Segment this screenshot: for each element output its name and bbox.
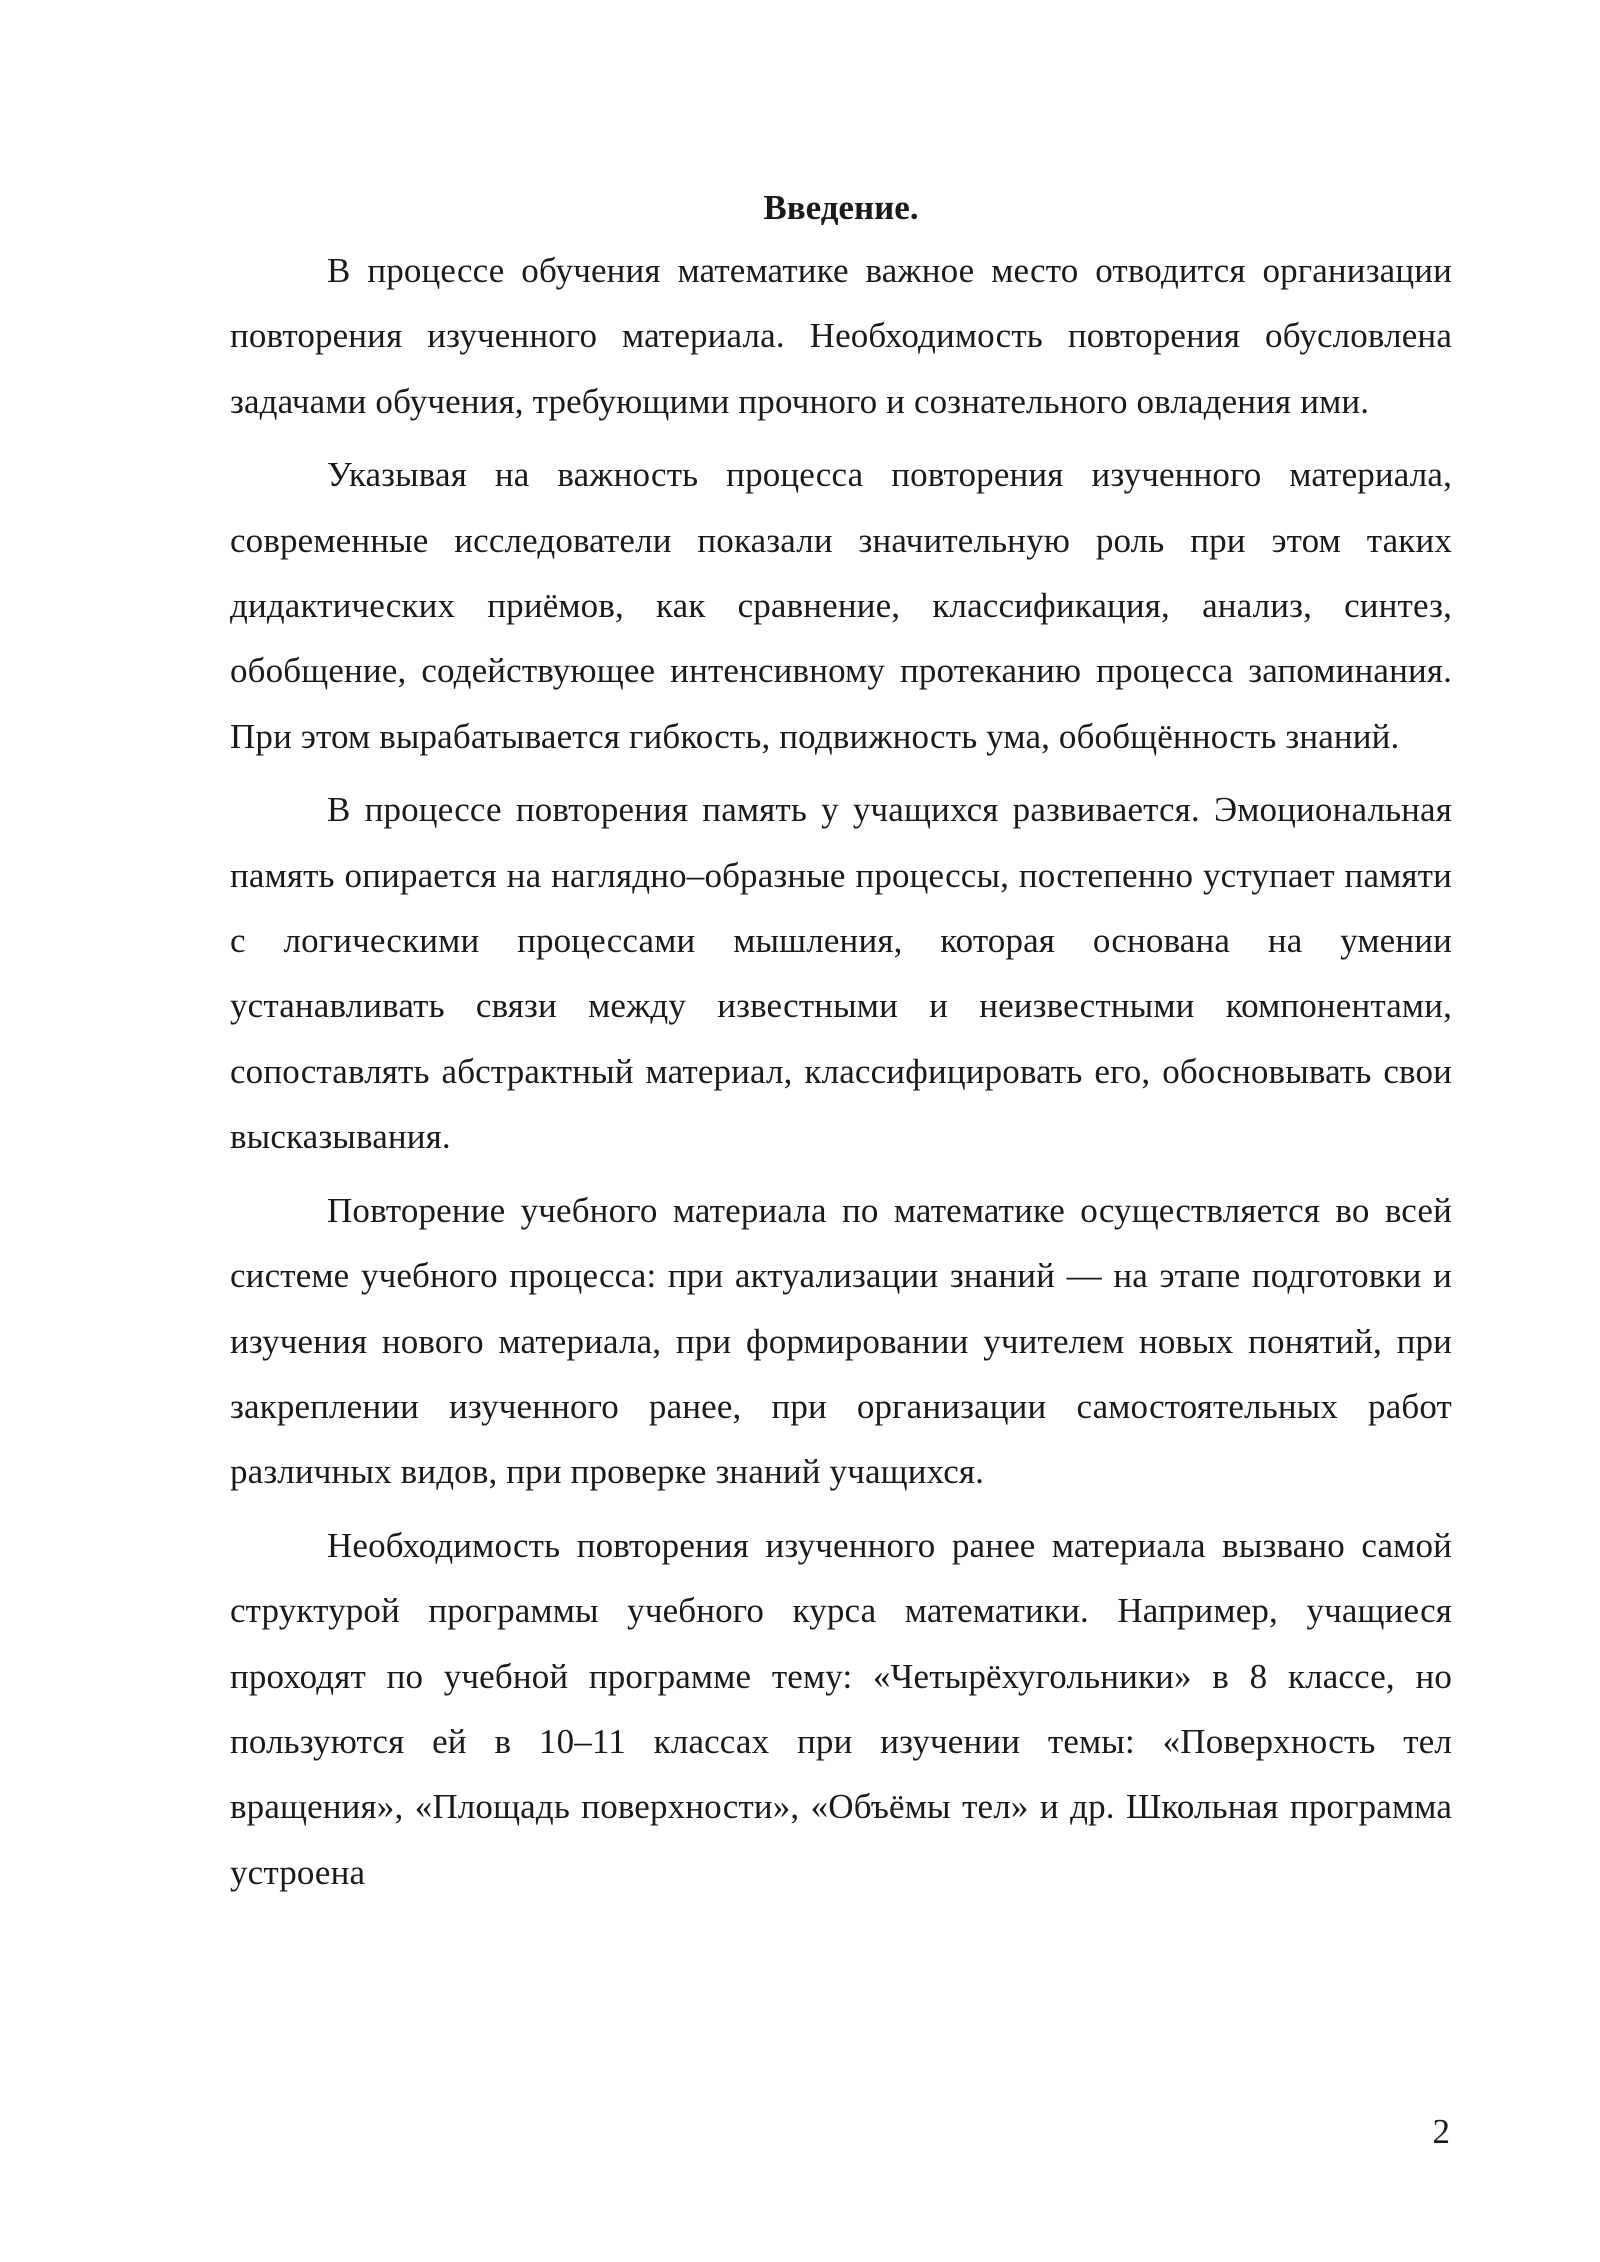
paragraph-2: Указывая на важность процесса повторения изученного материала, современные исследователи показали значительную роль при этом таких дидактических приёмов, как сравнение, классификация, анализ, синтез, обобщение, содействующее интенсивному протеканию процесса запоминания. При этом вырабатывается гибкость, подвижность ума, обобщённость знаний. [230, 455, 1452, 756]
paragraph-1: В процессе обучения математике важное место отводится организации повторения изученного материала. Необходимость повторения обусловлена задачами обучения, требующими прочного и сознательного овладения ими. [230, 251, 1452, 421]
section-heading: Введение. [763, 188, 919, 227]
page-number: 2 [1432, 2112, 1450, 2151]
paragraph-3: В процессе повторения память у учащихся развивается. Эмоциональная память опирается на наглядно–образные процессы, постепенно уступает памяти с логическими процессами мышления, которая основана на умении устанавливать связи между известными и неизвестными компонентами, сопоставлять абстрактный материал, классифицировать его, обосновывать свои высказывания. [230, 790, 1452, 1157]
paragraph-4: Повторение учебного материала по математике осуществляется во всей системе учебного процесса: при актуализации знаний — на этапе подготовки и изучения нового материала, при формировании учителем новых понятий, при закреплении изученного ранее, при организации самостоятельных работ различных видов, при проверке знаний учащихся. [230, 1190, 1452, 1492]
document-body [230, 184, 1452, 1913]
paragraph-5: Необходимость повторения изученного ранее материала вызвано самой структурой программы учебного курса математики. Например, учащиеся проходят по учебной программе тему: «Четырёхугольники» в 8 классе, но пользуются ей в 10–11 классах при изучении темы: «Поверхность тел вращения», «Площадь поверхности», «Объёмы тел» и др. Школьная программа устроена [230, 1525, 1452, 1892]
